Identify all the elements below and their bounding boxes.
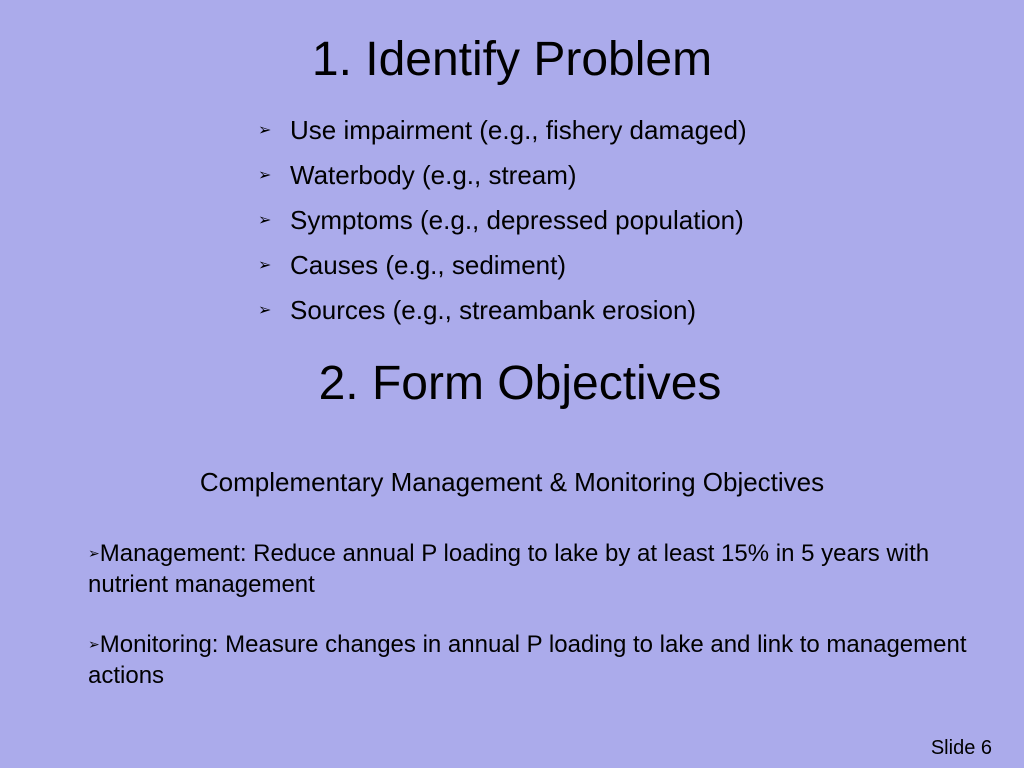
list-item-text: Use impairment (e.g., fishery damaged) xyxy=(290,115,747,145)
management-objective xyxy=(88,538,968,600)
list-item xyxy=(258,243,747,288)
list-item xyxy=(258,153,747,198)
list-item-text: Sources (e.g., streambank erosion) xyxy=(290,295,697,325)
objective-text: Monitoring: Measure changes in annual P loading to lake and link to management actions xyxy=(88,631,967,689)
monitoring-objective xyxy=(88,629,968,691)
slide-number: Slide 6 xyxy=(930,737,992,759)
chevron-bullet-icon: ➢ xyxy=(258,166,272,184)
list-item-text: Causes (e.g., sediment) xyxy=(290,250,567,280)
chevron-bullet-icon: ➢ xyxy=(88,545,100,561)
list-item-text: Waterbody (e.g., stream) xyxy=(290,160,577,190)
objectives-subheading: Complementary Management & Monitoring Objectives xyxy=(199,467,825,497)
list-item xyxy=(258,288,747,333)
list-item xyxy=(258,108,747,153)
chevron-bullet-icon: ➢ xyxy=(258,301,272,319)
objectives-heading: 2. Form Objectives xyxy=(318,357,722,410)
chevron-bullet-icon: ➢ xyxy=(258,121,272,139)
chevron-bullet-icon: ➢ xyxy=(88,636,100,652)
problem-heading: 1. Identify Problem xyxy=(311,33,713,86)
problem-list xyxy=(258,108,747,333)
chevron-bullet-icon: ➢ xyxy=(258,211,272,229)
objective-text: Management: Reduce annual P loading to lake by at least 15% in 5 years with nutrient management xyxy=(88,540,930,598)
list-item xyxy=(258,198,747,243)
chevron-bullet-icon: ➢ xyxy=(258,256,272,274)
list-item-text: Symptoms (e.g., depressed population) xyxy=(290,205,744,235)
